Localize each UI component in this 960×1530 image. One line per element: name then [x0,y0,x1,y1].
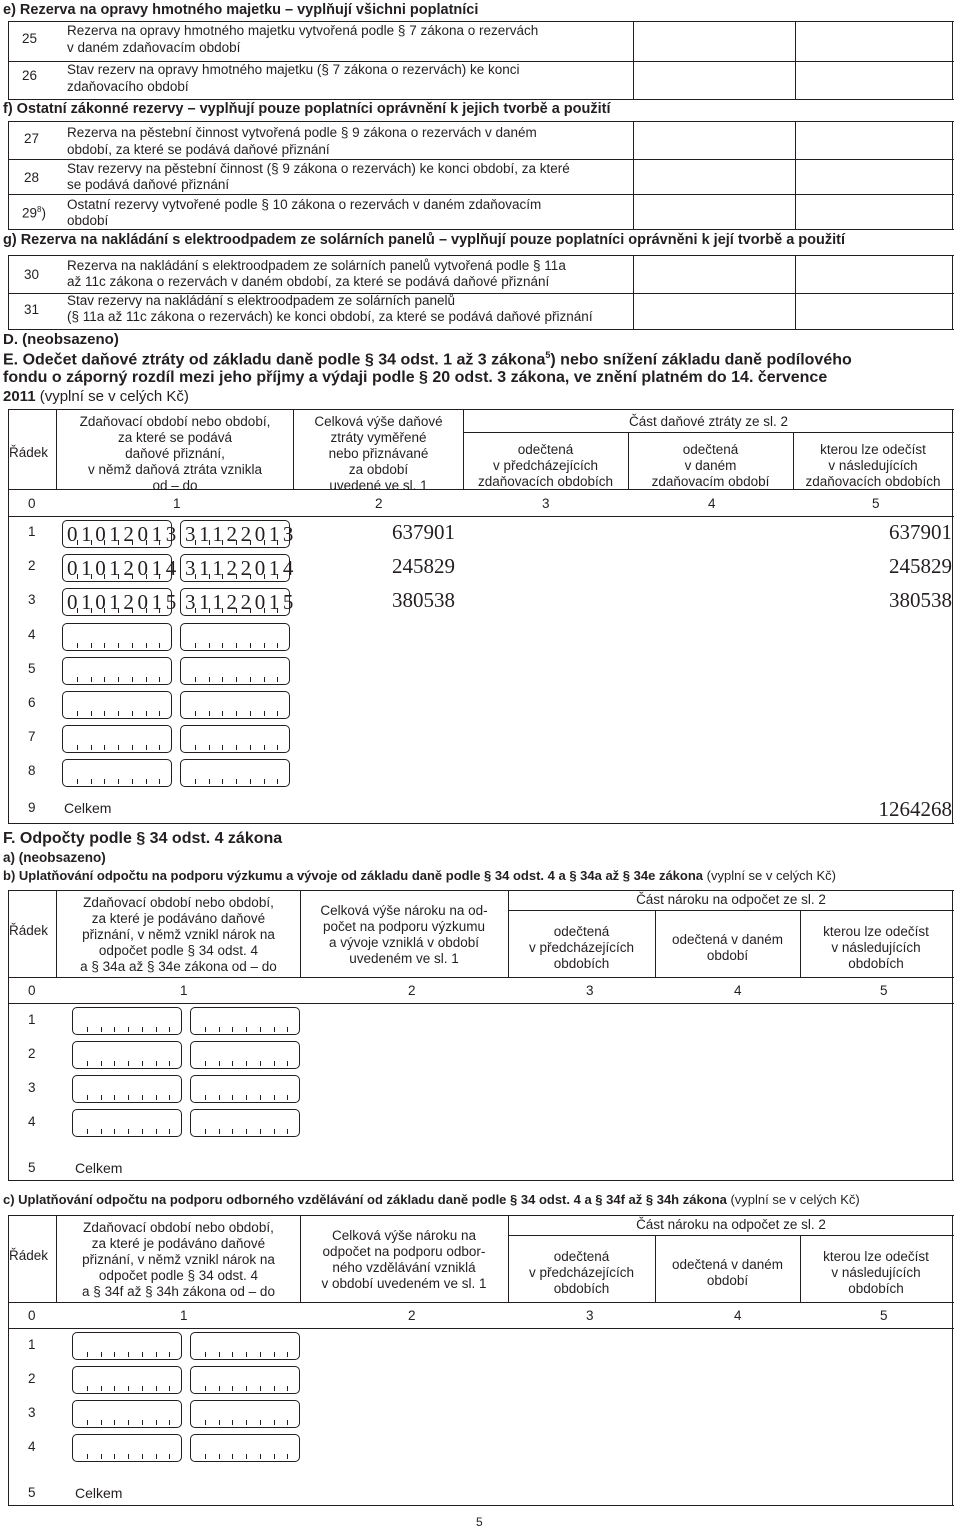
date-to-field[interactable] [180,759,290,787]
row-number: 3 [28,1080,36,1095]
header-radek: Řádek [9,1248,49,1263]
row-number: 4 [28,1439,36,1454]
date-from-field[interactable] [72,1400,182,1428]
date-from-field[interactable] [62,588,180,616]
row-label: zdaňovacího období [67,79,189,94]
row-label: Stav rezerv na opravy hmotného majetku (§ 7 zákona o rezervách) ke konci [67,62,520,77]
section-e-title: e) Rezerva na opravy hmotného majetku – vyplňují všichni poplatníci [3,2,479,18]
row-label: Stav rezervy na nakládání s elektroodpadem ze solárních panelů [67,293,455,308]
col-number: 5 [880,983,888,998]
date-to-field[interactable] [190,1400,300,1428]
total-row-label: Celkem [75,1160,123,1176]
input-r25-b[interactable] [796,22,951,60]
input-r26-a[interactable] [634,62,794,98]
date-from-field[interactable] [72,1109,182,1137]
date-from-field[interactable] [62,725,172,753]
col-number: 1 [180,983,188,998]
col-number: 4 [734,1308,742,1323]
header-col1: Zdaňovací období nebo období, za které je podáváno daňové přiznání, v němž vznikl nárok na odpočet podle § 34 odst. 4 a § 34a až § 34e zákona od – do [80,895,277,974]
row-label: (§ 11a až 11c zákona o rezervách) ke konci období, za které se podává daňové přiznání [67,309,593,324]
section-E-title-2: fondu o záporný rozdíl mezi jeho příjmy a výdaji podle § 20 odst. 3 zákona, ve znění platném do 14. července [3,369,828,386]
row-label: Ostatní rezervy vytvořené podle § 10 zákona o rezervách v daném zdaňovacím [67,197,542,212]
row-label: období [67,213,109,228]
col-number: 5 [880,1308,888,1323]
header-col4: odečtená v daném zdaňovacím období [651,442,770,489]
header-col4: odečtená v daném období [671,1257,784,1288]
date-to-field[interactable] [180,554,298,582]
row-number: 4 [28,626,36,642]
section-d-title: D. (neobsazeno) [3,331,119,348]
col-number: 3 [586,1308,594,1323]
header-col5: kterou lze odečíst v následujících obdobích [823,1249,929,1296]
date-to-field[interactable] [190,1075,300,1103]
remaining-loss-amount[interactable]: 637901 [889,520,952,544]
header-col1: Zdaňovací období nebo období, za které je podáváno daňové přiznání, v němž vznikl nárok na odpočet podle § 34 odst. 4 a § 34f až § 34h zákona od – do [82,1220,275,1299]
header-col2: Celková výše daňové ztráty vyměřené nebo přiznávané za období uvedené ve sl. 1 [314,414,443,493]
date-from-field[interactable] [62,759,172,787]
section-E-title-3: 2011 (vyplní se v celých Kč) [3,388,189,405]
row-number: 1 [28,524,36,539]
date-to-field[interactable] [190,1366,300,1394]
header-col3: odečtená v předcházejících obdobích [528,1249,635,1296]
total-value[interactable]: 1264268 [878,797,952,821]
col-number: 1 [173,496,181,511]
row-number: 26 [22,68,38,83]
date-value: 01012013 [67,522,180,546]
header-col3: odečtená v předcházejících obdobích [528,924,635,971]
row-label: Rezerva na pěstební činnost vytvořená podle § 9 zákona o rezervách v daném [67,125,537,140]
row-number: 30 [24,267,40,282]
col-number: 0 [28,983,36,998]
date-to-field[interactable] [180,623,290,651]
date-from-field[interactable] [72,1332,182,1360]
row-number: 2 [28,558,36,574]
date-from-field[interactable] [72,1366,182,1394]
col-number: 3 [542,496,550,511]
total-row-label: Celkem [64,800,112,816]
row-number: $29^8$) [22,205,46,221]
row-number: 2 [28,1371,36,1386]
row-number: 4 [28,1114,36,1129]
header-group: Část daňové ztráty ze sl. 2 [628,414,789,429]
row-number: 31 [24,302,40,317]
date-to-field[interactable] [190,1041,300,1069]
date-from-field[interactable] [72,1041,182,1069]
total-row-number: 5 [28,1160,36,1175]
loss-amount[interactable]: 637901 [392,520,455,544]
date-value: 31122014 [185,556,298,581]
section-F-title: F. Odpočty podle § 34 odst. 4 zákona [3,830,283,847]
header-group: Část nároku na odpočet ze sl. 2 [636,1217,826,1232]
date-value: 31122013 [185,522,298,546]
date-from-field[interactable] [62,623,172,651]
col-number: 1 [180,1308,188,1323]
row-number: 6 [28,695,36,710]
loss-amount[interactable]: 380538 [392,588,455,613]
header-radek: Řádek [9,923,49,938]
date-to-field[interactable] [190,1007,300,1035]
row-number: 8 [28,763,36,779]
date-from-field[interactable] [62,520,180,548]
date-value: 01012015 [67,590,180,615]
header-col3: odečtená v předcházejících zdaňovacích obdobích [477,442,614,489]
row-number: 1 [28,1337,36,1352]
date-from-field[interactable] [62,657,172,685]
page-number: 5 [476,1515,483,1529]
col-number: 0 [28,496,36,511]
date-to-field[interactable] [180,520,298,548]
col-number: 2 [408,1308,416,1323]
total-row-number: 5 [28,1485,36,1500]
total-row-number: 9 [28,800,36,815]
col-number: 2 [408,983,416,998]
section-Fa-title: a) (neobsazeno) [3,850,106,865]
input-r25-a[interactable] [634,22,794,60]
col-number: 3 [586,983,594,998]
row-number: 25 [22,31,38,46]
col-number: 5 [872,496,880,511]
row-label: Stav rezervy na pěstební činnost (§ 9 zákona o rezervách) ke konci období, za které [67,161,570,176]
header-col5: kterou lze odečíst v následujících zdaňovacích obdobích [805,442,941,489]
row-number: 1 [28,1012,36,1027]
total-row-label: Celkem [75,1485,123,1501]
row-label: období, za které se podává daňové přiznání [67,142,330,157]
remaining-loss-amount[interactable]: 245829 [889,554,952,579]
col-number: 4 [734,983,742,998]
date-from-field[interactable] [62,554,180,582]
col-number: 4 [708,496,716,511]
loss-amount[interactable]: 245829 [392,554,455,579]
section-Fb-title: b) Uplatňování odpočtu na podporu výzkumu a vývoje od základu daně podle § 34 odst. 4 a § 34a až § 34e zákona (vyplní se v celých Kč) [3,868,836,883]
row-number: 5 [28,660,36,676]
header-col5: kterou lze odečíst v následujících obdobích [823,924,929,971]
section-g-title: g) Rezerva na nakládání s elektroodpadem ze solárních panelů – vyplňují pouze poplatníci oprávněni k její tvorbě a použití [3,232,845,248]
date-to-field[interactable] [190,1109,300,1137]
date-value: 31122015 [185,590,298,615]
header-col1: Zdaňovací období nebo období, za které se podává daňové přiznání, v němž daňová ztráta vznikla od – do [79,414,271,493]
date-from-field[interactable] [72,1434,182,1462]
row-number: 3 [28,1405,36,1420]
header-col4: odečtená v daném období [671,932,784,963]
remaining-loss-amount[interactable]: 380538 [889,588,952,613]
row-label: Rezerva na opravy hmotného majetku vytvořená podle § 7 zákona o rezervách [67,23,539,38]
header-col2: Celková výše nároku na odpočet na podporu odbor- ného vzdělávání vzniklá v období uvedeném ve sl. 1 [321,1228,487,1291]
date-from-field[interactable] [72,1007,182,1035]
col-number: 2 [375,496,383,511]
header-radek: Řádek [9,445,49,460]
date-to-field[interactable] [190,1434,300,1462]
date-to-field[interactable] [190,1332,300,1360]
date-from-field[interactable] [72,1075,182,1103]
row-label: v daném zdaňovacím období [67,40,241,55]
date-to-field[interactable] [180,725,290,753]
header-col2: Celková výše nároku na od- počet na podporu výzkumu a vývoje vzniklá v období uvedeném ve sl. 1 [320,903,488,966]
row-label: se podává daňové přiznání [67,177,230,192]
row-label: až 11c zákona o rezervách v daném období, za které se podává daňové přiznání [67,274,550,289]
col-number: 0 [28,1308,36,1323]
date-to-field[interactable] [180,588,298,616]
row-number: 2 [28,1046,36,1061]
section-f-title: f) Ostatní zákonné rezervy – vyplňují pouze poplatníci oprávnění k jejich tvorbě a použití [3,101,611,117]
section-E-title: E. Odečet daňové ztráty od základu daně podle § 34 odst. 1 až 3 zákona$^5$) nebo snížení základu daně podílového [3,350,852,369]
date-to-field[interactable] [180,691,290,719]
row-number: 7 [28,729,36,745]
header-group: Část nároku na odpočet ze sl. 2 [636,892,826,907]
date-value: 01012014 [67,556,180,581]
input-r26-b[interactable] [796,62,951,98]
row-label: Rezerva na nakládání s elektroodpadem ze solárních panelů vytvořená podle § 11a [67,258,566,273]
row-number: 28 [24,170,40,185]
row-number: 27 [24,131,40,146]
row-number: 3 [28,592,36,608]
date-from-field[interactable] [62,691,172,719]
date-to-field[interactable] [180,657,290,685]
section-Fc-title: c) Uplatňování odpočtu na podporu odborného vzdělávání od základu daně podle § 34 odst. 4 a § 34f až § 34h zákona (vyplní se v celých Kč) [3,1192,860,1207]
